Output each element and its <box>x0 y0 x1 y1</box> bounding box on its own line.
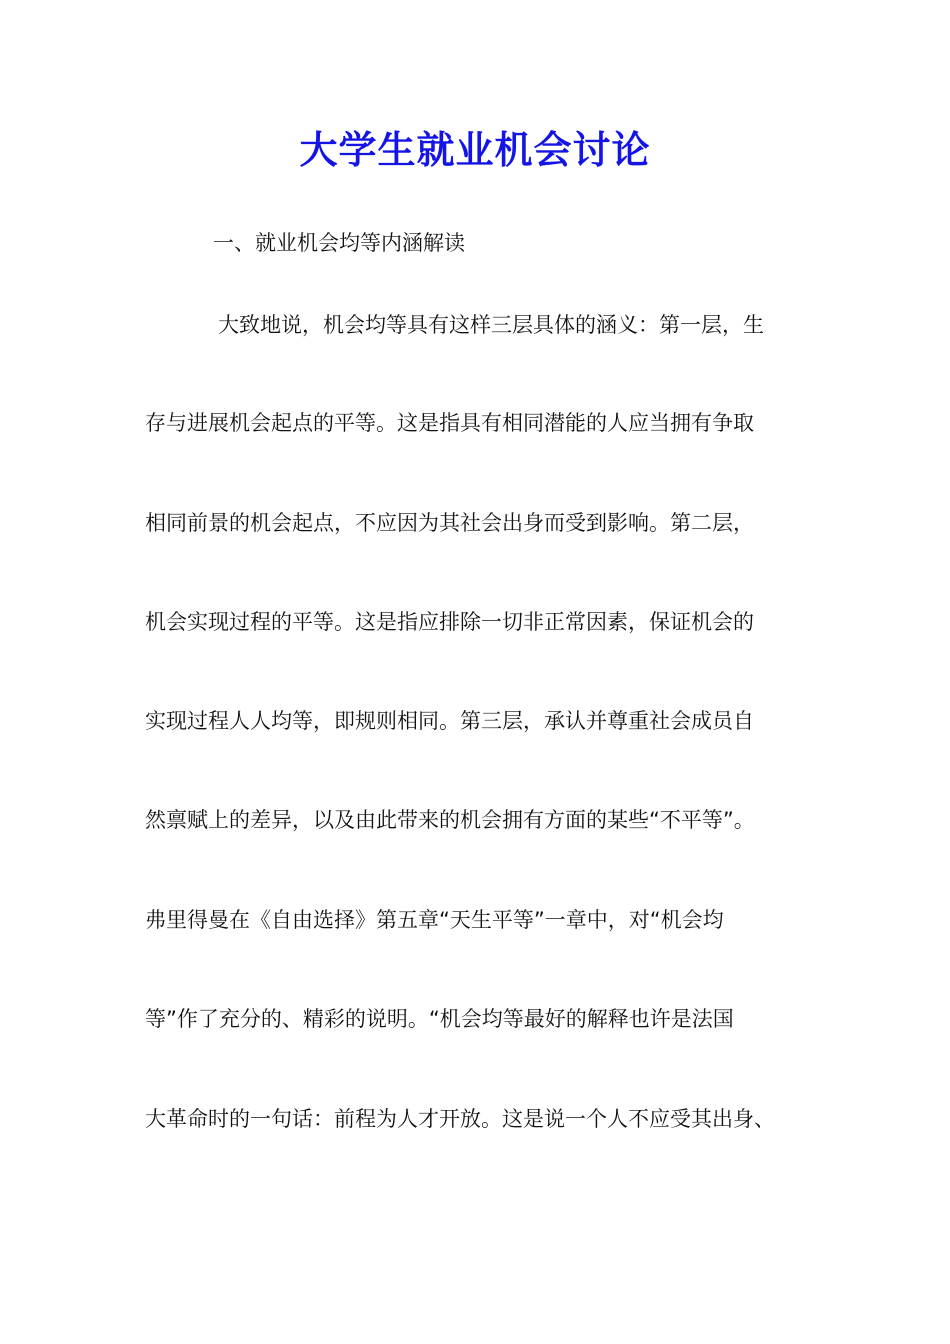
paragraph-line: 机会实现过程的平等。这是指应排除一切非正常因素，保证机会的 <box>145 610 754 634</box>
paragraph-line: 等”作了充分的、精彩的说明。“机会均等最好的解释也许是法国 <box>145 1007 734 1031</box>
paragraph-line: 大致地说，机会均等具有这样三层具体的涵义：第一层，生 <box>218 313 764 337</box>
paragraph-line: 大革命时的一句话：前程为人才开放。这是说一个人不应受其出身、 <box>145 1107 775 1131</box>
paragraph-line: 存与进展机会起点的平等。这是指具有相同潜能的人应当拥有争取 <box>145 411 754 435</box>
document-title: 大学生就业机会讨论 <box>299 127 651 172</box>
paragraph-line: 实现过程人人均等，即规则相同。第三层，承认并尊重社会成员自 <box>145 709 754 733</box>
section-heading: 一、就业机会均等内涵解读 <box>213 231 465 255</box>
paragraph-line: 相同前景的机会起点，不应因为其社会出身而受到影响。第二层， <box>145 511 754 535</box>
paragraph-line: 弗里得曼在《自由选择》第五章“天生平等”一章中，对“机会均 <box>145 908 724 932</box>
paragraph-line: 然禀赋上的差异，以及由此带来的机会拥有方面的某些“不平等”。 <box>145 808 755 832</box>
